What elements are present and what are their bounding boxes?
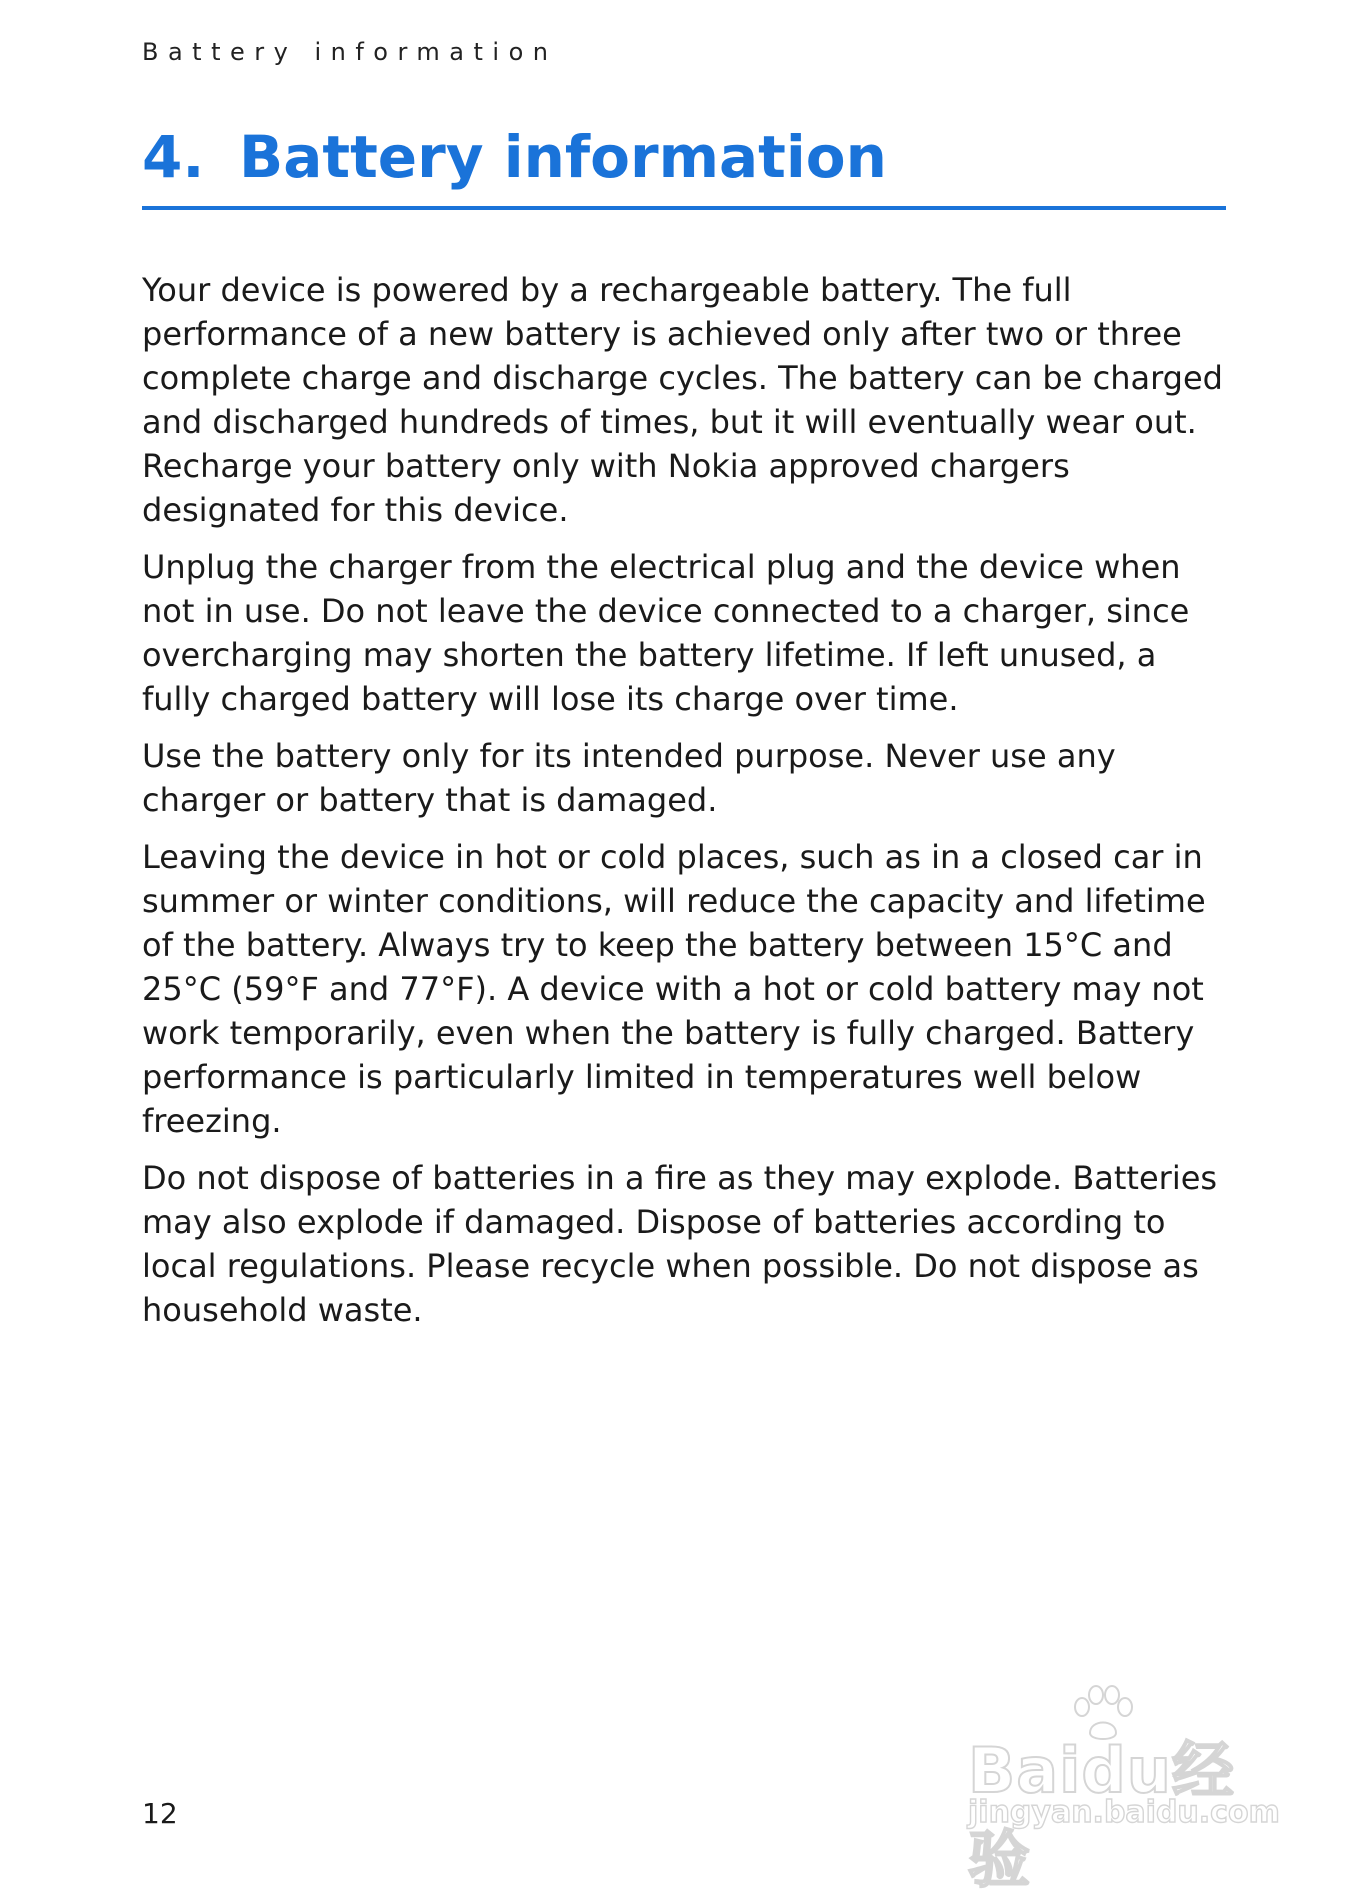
paragraph: Do not dispose of batteries in a fire as they may explode. Batteries may also explode if damaged. Dispose of batteries according to local regulations. Please recycle when possible. Do not dispose as household waste. bbox=[142, 1159, 1218, 1329]
paragraph: Use the battery only for its intended purpose. Never use any charger or battery that is damaged. bbox=[142, 737, 1116, 819]
page-number: 12 bbox=[142, 1797, 178, 1830]
chapter-number: 4. bbox=[142, 123, 205, 191]
paragraph: Leaving the device in hot or cold places, such as in a closed car in summer or winter conditions, will reduce the capacity and lifetime of the battery. Always try to keep the battery between 15°C and 25°C (59°F and 77°F). A device with a hot or cold battery may not work temporarily, even when the battery is fully charged. Battery performance is particularly limited in temperatures well below freezing. bbox=[142, 838, 1206, 1140]
watermark-site: jingyan.baidu.com bbox=[968, 1795, 1280, 1830]
paragraph: Your device is powered by a rechargeable battery. The full performance of a new battery is achieved only after two or three complete charge and discharge cycles. The battery can be charged and discharged hundreds of times, but it will eventually wear out. Recharge your battery only with Nokia approved chargers designated for this device. bbox=[142, 271, 1223, 529]
chapter-heading bbox=[142, 118, 1226, 210]
chapter-title: Battery information bbox=[239, 123, 887, 191]
running-header: Battery information bbox=[142, 38, 558, 66]
body-text bbox=[142, 268, 1232, 1345]
watermark bbox=[968, 1683, 1288, 1896]
paragraph: Unplug the charger from the electrical plug and the device when not in use. Do not leave the device connected to a charger, since overcharging may shorten the battery lifetime. If left unused, a fully charged battery will lose its charge over time. bbox=[142, 548, 1190, 718]
watermark-brand: Baidu经验 bbox=[968, 1734, 1235, 1896]
